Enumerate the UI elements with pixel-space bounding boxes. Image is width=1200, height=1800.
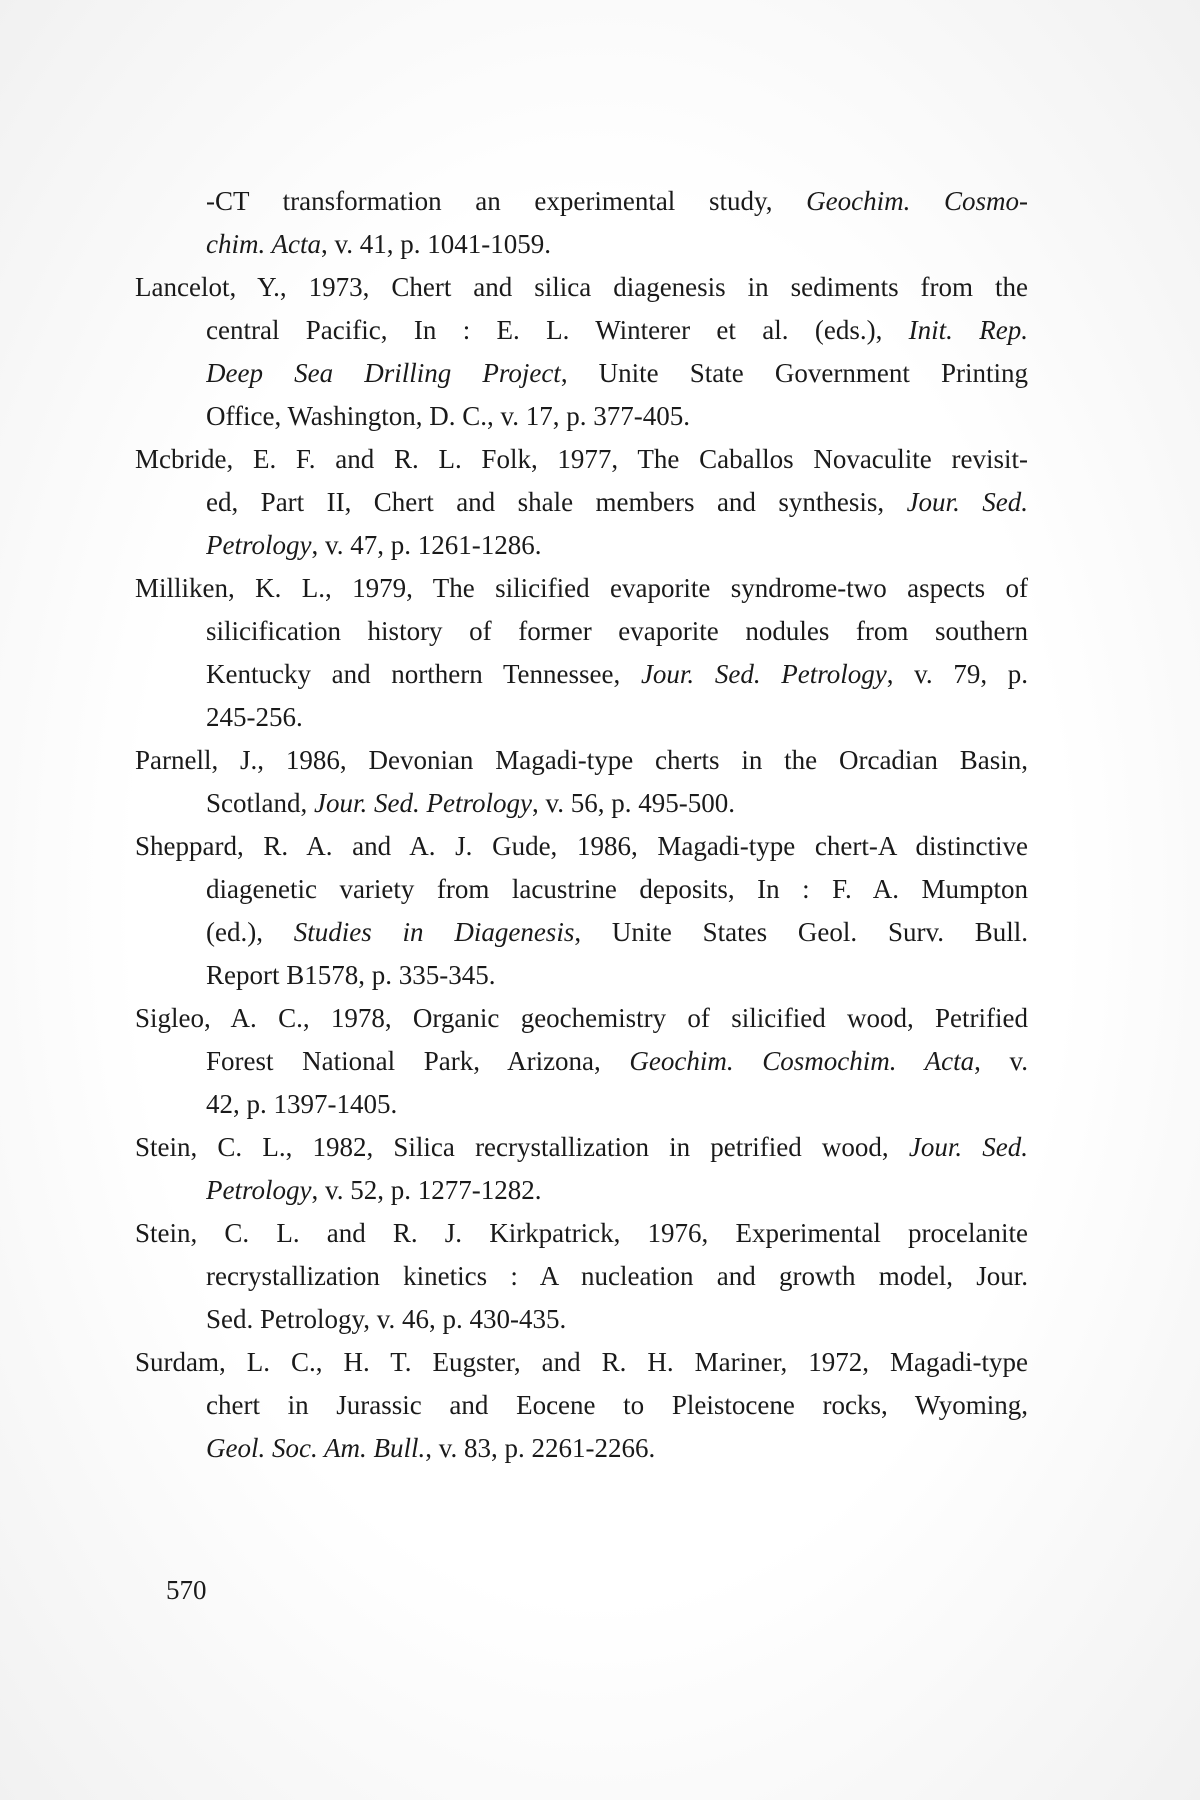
italic-text: chim. Acta	[206, 229, 321, 259]
text: -CT transformation an experimental study,	[206, 186, 807, 216]
reference-line	[206, 1040, 1028, 1083]
reference-entry	[135, 997, 1028, 1126]
reference-line	[206, 1384, 1028, 1427]
text: , v. 41, p. 1041-1059.	[320, 229, 551, 259]
reference-entry	[135, 1341, 1028, 1470]
italic-text: Studies in Diagenesis	[293, 917, 575, 947]
italic-text: Geol. Soc. Am. Bull.	[206, 1433, 426, 1463]
reference-list	[135, 180, 1028, 1470]
reference-line	[206, 954, 1028, 997]
text: 245-256.	[206, 702, 303, 732]
italic-text: Deep Sea Drilling Project	[206, 358, 561, 388]
reference-entry	[135, 1126, 1028, 1212]
reference-line	[206, 481, 1028, 524]
reference-line	[206, 696, 1028, 739]
reference-line	[206, 1298, 1028, 1341]
reference-line	[206, 1255, 1028, 1298]
text: central Pacific, In : E. L. Winterer et al. (eds.),	[206, 315, 909, 345]
reference-line	[206, 911, 1028, 954]
text: (ed.),	[206, 917, 294, 947]
text: , v. 52, p. 1277-1282.	[311, 1175, 542, 1205]
text: Sigleo, A. C., 1978, Organic geochemistry of silicified wood, Petrified	[135, 1003, 1028, 1033]
reference-line	[206, 1083, 1028, 1126]
text: Sheppard, R. A. and A. J. Gude, 1986, Magadi-type chert-A distinctive	[135, 831, 1028, 861]
reference-line	[206, 395, 1028, 438]
text: Lancelot, Y., 1973, Chert and silica diagenesis in sediments from the	[135, 272, 1028, 302]
text: , v.	[974, 1046, 1028, 1076]
reference-line	[135, 739, 1028, 782]
reference-entry	[135, 266, 1028, 438]
italic-text: Petrology	[206, 530, 312, 560]
reference-line	[135, 997, 1028, 1040]
italic-text: Init. Rep.	[908, 315, 1028, 345]
reference-line	[135, 825, 1028, 868]
text: Scotland,	[206, 788, 314, 818]
reference-line	[135, 1341, 1028, 1384]
reference-line	[206, 524, 1028, 567]
reference-entry	[135, 825, 1028, 997]
reference-line	[206, 1169, 1028, 1212]
text: Surdam, L. C., H. T. Eugster, and R. H. Mariner, 1972, Magadi-type	[135, 1347, 1028, 1377]
reference-entry	[135, 438, 1028, 567]
reference-line	[206, 782, 1028, 825]
text: , v. 47, p. 1261-1286.	[311, 530, 542, 560]
reference-line	[206, 653, 1028, 696]
reference-line	[206, 309, 1028, 352]
reference-line	[206, 610, 1028, 653]
reference-line	[206, 1427, 1028, 1470]
reference-line	[206, 180, 1028, 223]
reference-entry	[135, 567, 1028, 739]
text: Mcbride, E. F. and R. L. Folk, 1977, The Caballos Novaculite revisit-	[135, 444, 1028, 474]
text: Milliken, K. L., 1979, The silicified evaporite syndrome-two aspects of	[135, 573, 1028, 603]
reference-line	[135, 1126, 1028, 1169]
reference-entry	[135, 180, 1028, 266]
text: chert in Jurassic and Eocene to Pleistocene rocks, Wyoming,	[206, 1390, 1028, 1420]
italic-text: Jour. Sed. Petrology	[640, 659, 887, 689]
text: recrystallization kinetics : A nucleation and growth model, Jour.	[206, 1261, 1028, 1291]
text: ed, Part II, Chert and shale members and synthesis,	[206, 487, 907, 517]
text: Stein, C. L. and R. J. Kirkpatrick, 1976, Experimental procelanite	[135, 1218, 1028, 1248]
page-number: 570	[166, 1575, 207, 1605]
text: Report B1578, p. 335-345.	[206, 960, 496, 990]
text: Sed. Petrology, v. 46, p. 430-435.	[206, 1304, 567, 1334]
text: Parnell, J., 1986, Devonian Magadi-type cherts in the Orcadian Basin,	[135, 745, 1028, 775]
reference-line	[206, 352, 1028, 395]
italic-text: Geochim. Cosmo-	[806, 186, 1028, 216]
italic-text: Jour. Sed.	[908, 1132, 1028, 1162]
italic-text: Geochim. Cosmochim. Acta	[629, 1046, 975, 1076]
reference-line	[135, 438, 1028, 481]
reference-entry	[135, 1212, 1028, 1341]
reference-line	[135, 567, 1028, 610]
italic-text: Jour. Sed. Petrology	[314, 788, 532, 818]
reference-line	[206, 223, 1028, 266]
text: 42, p. 1397-1405.	[206, 1089, 398, 1119]
text: diagenetic variety from lacustrine deposits, In : F. A. Mumpton	[206, 874, 1028, 904]
text: , v. 79, p.	[886, 659, 1028, 689]
text: silicification history of former evaporite nodules from southern	[206, 616, 1028, 646]
italic-text: Jour. Sed.	[906, 487, 1028, 517]
reference-line	[135, 1212, 1028, 1255]
text: Kentucky and northern Tennessee,	[206, 659, 641, 689]
text: , Unite State Government Printing	[560, 358, 1028, 388]
text: , Unite States Geol. Surv. Bull.	[574, 917, 1028, 947]
text: , v. 83, p. 2261-2266.	[425, 1433, 656, 1463]
reference-line	[135, 266, 1028, 309]
reference-entry	[135, 739, 1028, 825]
text: Office, Washington, D. C., v. 17, p. 377-405.	[206, 401, 691, 431]
text: Stein, C. L., 1982, Silica recrystallization in petrified wood,	[135, 1132, 909, 1162]
italic-text: Petrology	[206, 1175, 312, 1205]
text: , v. 56, p. 495-500.	[531, 788, 735, 818]
reference-line	[206, 868, 1028, 911]
text: Forest National Park, Arizona,	[206, 1046, 630, 1076]
